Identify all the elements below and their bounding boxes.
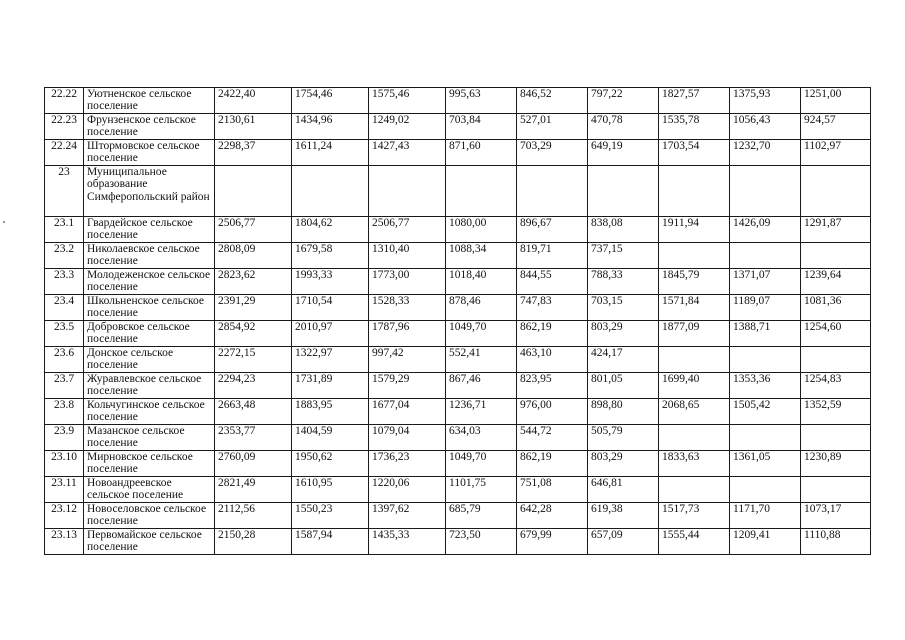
- value-cell: 1310,40: [369, 243, 446, 269]
- table-body: [45, 88, 871, 555]
- row-number: 23.6: [45, 347, 84, 373]
- value-cell: 2823,62: [215, 269, 292, 295]
- value-cell: 634,03: [446, 425, 517, 451]
- row-number: 23.11: [45, 477, 84, 503]
- value-cell: 1804,62: [292, 217, 369, 243]
- value-cell: 685,79: [446, 503, 517, 529]
- value-cell: 505,79: [588, 425, 659, 451]
- table-row: [45, 269, 871, 295]
- value-cell: 1404,59: [292, 425, 369, 451]
- value-cell: [801, 347, 871, 373]
- settlement-name: Николаевское сельское поселение: [84, 243, 215, 269]
- value-cell: 2506,77: [215, 217, 292, 243]
- table-row: [45, 373, 871, 399]
- settlement-name: Мазанское сельское поселение: [84, 425, 215, 451]
- row-number: 23.3: [45, 269, 84, 295]
- row-number: 23.1: [45, 217, 84, 243]
- value-cell: 819,71: [517, 243, 588, 269]
- scan-speck: [3, 221, 5, 223]
- value-cell: 1827,57: [659, 88, 730, 114]
- value-cell: 2272,15: [215, 347, 292, 373]
- row-number: 23.4: [45, 295, 84, 321]
- value-cell: 552,41: [446, 347, 517, 373]
- value-cell: 1361,05: [730, 451, 801, 477]
- value-cell: 801,05: [588, 373, 659, 399]
- table-row: [45, 140, 871, 166]
- settlement-name: Добровское сельское поселение: [84, 321, 215, 347]
- value-cell: 871,60: [446, 140, 517, 166]
- settlement-name: Мирновское сельское поселение: [84, 451, 215, 477]
- value-cell: 1254,83: [801, 373, 871, 399]
- value-cell: 1611,24: [292, 140, 369, 166]
- value-cell: 2808,09: [215, 243, 292, 269]
- value-cell: 924,57: [801, 114, 871, 140]
- table-row: [45, 88, 871, 114]
- settlement-name: Новоселовское сельское поселение: [84, 503, 215, 529]
- value-cell: 1679,58: [292, 243, 369, 269]
- value-cell: 1352,59: [801, 399, 871, 425]
- value-cell: 642,28: [517, 503, 588, 529]
- value-cell: 1371,07: [730, 269, 801, 295]
- table-row: [45, 451, 871, 477]
- value-cell: 1555,44: [659, 529, 730, 555]
- value-cell: 2010,97: [292, 321, 369, 347]
- value-cell: 2112,56: [215, 503, 292, 529]
- value-cell: 1528,33: [369, 295, 446, 321]
- value-cell: 1110,88: [801, 529, 871, 555]
- table-row: [45, 295, 871, 321]
- row-number: 23.12: [45, 503, 84, 529]
- table-row: [45, 166, 871, 217]
- row-number: 23.5: [45, 321, 84, 347]
- value-cell: [292, 166, 369, 217]
- value-cell: 1101,75: [446, 477, 517, 503]
- value-cell: 878,46: [446, 295, 517, 321]
- value-cell: 2294,23: [215, 373, 292, 399]
- value-cell: 1220,06: [369, 477, 446, 503]
- settlement-name: Школьненское сельское поселение: [84, 295, 215, 321]
- value-cell: 823,95: [517, 373, 588, 399]
- value-cell: 846,52: [517, 88, 588, 114]
- value-cell: 649,19: [588, 140, 659, 166]
- value-cell: 619,38: [588, 503, 659, 529]
- value-cell: 844,55: [517, 269, 588, 295]
- settlement-name: Уютненское сельское поселение: [84, 88, 215, 114]
- value-cell: 1322,97: [292, 347, 369, 373]
- settlement-name: Кольчугинское сельское поселение: [84, 399, 215, 425]
- value-cell: 544,72: [517, 425, 588, 451]
- value-cell: 2760,09: [215, 451, 292, 477]
- value-cell: 703,29: [517, 140, 588, 166]
- value-cell: [730, 347, 801, 373]
- value-cell: 1677,04: [369, 399, 446, 425]
- value-cell: 803,29: [588, 321, 659, 347]
- value-cell: 1088,34: [446, 243, 517, 269]
- settlement-name: Штормовское сельское поселение: [84, 140, 215, 166]
- value-cell: 1993,33: [292, 269, 369, 295]
- value-cell: 1754,46: [292, 88, 369, 114]
- value-cell: [659, 425, 730, 451]
- value-cell: 1056,43: [730, 114, 801, 140]
- value-cell: 1171,70: [730, 503, 801, 529]
- value-cell: 1081,36: [801, 295, 871, 321]
- value-cell: [215, 166, 292, 217]
- value-cell: 1877,09: [659, 321, 730, 347]
- value-cell: 1291,87: [801, 217, 871, 243]
- value-cell: 1049,70: [446, 451, 517, 477]
- value-cell: [730, 243, 801, 269]
- table-row: [45, 347, 871, 373]
- row-number: 23.8: [45, 399, 84, 425]
- value-cell: [588, 166, 659, 217]
- value-cell: 995,63: [446, 88, 517, 114]
- value-cell: 1505,42: [730, 399, 801, 425]
- table-row: [45, 217, 871, 243]
- value-cell: 976,00: [517, 399, 588, 425]
- value-cell: 751,08: [517, 477, 588, 503]
- row-number: 22.24: [45, 140, 84, 166]
- tariff-table: [44, 87, 871, 555]
- value-cell: [801, 477, 871, 503]
- value-cell: 1353,36: [730, 373, 801, 399]
- value-cell: 1587,94: [292, 529, 369, 555]
- value-cell: 657,09: [588, 529, 659, 555]
- value-cell: 1049,70: [446, 321, 517, 347]
- value-cell: 1610,95: [292, 477, 369, 503]
- row-number: 23.7: [45, 373, 84, 399]
- value-cell: 867,46: [446, 373, 517, 399]
- value-cell: 1535,78: [659, 114, 730, 140]
- value-cell: 1426,09: [730, 217, 801, 243]
- value-cell: 1575,46: [369, 88, 446, 114]
- settlement-name: Молодеженское сельское поселение: [84, 269, 215, 295]
- value-cell: 1251,00: [801, 88, 871, 114]
- value-cell: 1079,04: [369, 425, 446, 451]
- settlement-name: Фрунзенское сельское поселение: [84, 114, 215, 140]
- table-row: [45, 321, 871, 347]
- value-cell: [659, 347, 730, 373]
- value-cell: 1073,17: [801, 503, 871, 529]
- value-cell: 1517,73: [659, 503, 730, 529]
- value-cell: 703,84: [446, 114, 517, 140]
- value-cell: 1189,07: [730, 295, 801, 321]
- value-cell: 2130,61: [215, 114, 292, 140]
- value-cell: 1787,96: [369, 321, 446, 347]
- value-cell: 1710,54: [292, 295, 369, 321]
- value-cell: 2506,77: [369, 217, 446, 243]
- value-cell: 1731,89: [292, 373, 369, 399]
- row-number: 23: [45, 166, 84, 217]
- settlement-name: Муниципальное образование Симферопольский район: [84, 166, 215, 217]
- value-cell: 2298,37: [215, 140, 292, 166]
- table-row: [45, 425, 871, 451]
- table-row: [45, 529, 871, 555]
- value-cell: 1388,71: [730, 321, 801, 347]
- value-cell: 2150,28: [215, 529, 292, 555]
- table-row: [45, 477, 871, 503]
- value-cell: [801, 425, 871, 451]
- table-row: [45, 503, 871, 529]
- settlement-name: Журавлевское сельское поселение: [84, 373, 215, 399]
- value-cell: [659, 166, 730, 217]
- value-cell: 1434,96: [292, 114, 369, 140]
- table-row: [45, 243, 871, 269]
- value-cell: 1736,23: [369, 451, 446, 477]
- value-cell: 896,67: [517, 217, 588, 243]
- value-cell: [730, 166, 801, 217]
- value-cell: 747,83: [517, 295, 588, 321]
- value-cell: [369, 166, 446, 217]
- value-cell: 1397,62: [369, 503, 446, 529]
- value-cell: 1571,84: [659, 295, 730, 321]
- value-cell: 1239,64: [801, 269, 871, 295]
- value-cell: [659, 243, 730, 269]
- settlement-name: Первомайское сельское поселение: [84, 529, 215, 555]
- value-cell: 1703,54: [659, 140, 730, 166]
- value-cell: 2422,40: [215, 88, 292, 114]
- value-cell: [659, 477, 730, 503]
- value-cell: 737,15: [588, 243, 659, 269]
- row-number: 23.9: [45, 425, 84, 451]
- value-cell: 2663,48: [215, 399, 292, 425]
- value-cell: 1845,79: [659, 269, 730, 295]
- value-cell: 2391,29: [215, 295, 292, 321]
- value-cell: 1018,40: [446, 269, 517, 295]
- value-cell: 424,17: [588, 347, 659, 373]
- settlement-name: Новоандреевское сельское поселение: [84, 477, 215, 503]
- table-row: [45, 114, 871, 140]
- value-cell: 1249,02: [369, 114, 446, 140]
- value-cell: 788,33: [588, 269, 659, 295]
- value-cell: 723,50: [446, 529, 517, 555]
- value-cell: [730, 425, 801, 451]
- row-number: 22.22: [45, 88, 84, 114]
- value-cell: 862,19: [517, 321, 588, 347]
- value-cell: 646,81: [588, 477, 659, 503]
- value-cell: 1699,40: [659, 373, 730, 399]
- value-cell: 2353,77: [215, 425, 292, 451]
- value-cell: [517, 166, 588, 217]
- value-cell: 1911,94: [659, 217, 730, 243]
- value-cell: [801, 243, 871, 269]
- value-cell: 2068,65: [659, 399, 730, 425]
- settlement-name: Донское сельское поселение: [84, 347, 215, 373]
- value-cell: 2854,92: [215, 321, 292, 347]
- value-cell: 1230,89: [801, 451, 871, 477]
- settlement-name: Гвардейское сельское поселение: [84, 217, 215, 243]
- value-cell: 679,99: [517, 529, 588, 555]
- value-cell: 797,22: [588, 88, 659, 114]
- value-cell: 1236,71: [446, 399, 517, 425]
- table-row: [45, 399, 871, 425]
- value-cell: 1435,33: [369, 529, 446, 555]
- value-cell: 1232,70: [730, 140, 801, 166]
- value-cell: 1080,00: [446, 217, 517, 243]
- value-cell: 898,80: [588, 399, 659, 425]
- value-cell: [446, 166, 517, 217]
- value-cell: 470,78: [588, 114, 659, 140]
- row-number: 22.23: [45, 114, 84, 140]
- value-cell: 1550,23: [292, 503, 369, 529]
- value-cell: 1427,43: [369, 140, 446, 166]
- value-cell: 527,01: [517, 114, 588, 140]
- value-cell: [730, 477, 801, 503]
- value-cell: 463,10: [517, 347, 588, 373]
- value-cell: 838,08: [588, 217, 659, 243]
- value-cell: 1254,60: [801, 321, 871, 347]
- row-number: 23.2: [45, 243, 84, 269]
- row-number: 23.13: [45, 529, 84, 555]
- value-cell: 997,42: [369, 347, 446, 373]
- value-cell: 1375,93: [730, 88, 801, 114]
- value-cell: 1773,00: [369, 269, 446, 295]
- value-cell: 1209,41: [730, 529, 801, 555]
- value-cell: 1102,97: [801, 140, 871, 166]
- value-cell: 1833,63: [659, 451, 730, 477]
- row-number: 23.10: [45, 451, 84, 477]
- value-cell: 862,19: [517, 451, 588, 477]
- value-cell: 1579,29: [369, 373, 446, 399]
- value-cell: [801, 166, 871, 217]
- value-cell: 1883,95: [292, 399, 369, 425]
- value-cell: 703,15: [588, 295, 659, 321]
- value-cell: 803,29: [588, 451, 659, 477]
- value-cell: 1950,62: [292, 451, 369, 477]
- value-cell: 2821,49: [215, 477, 292, 503]
